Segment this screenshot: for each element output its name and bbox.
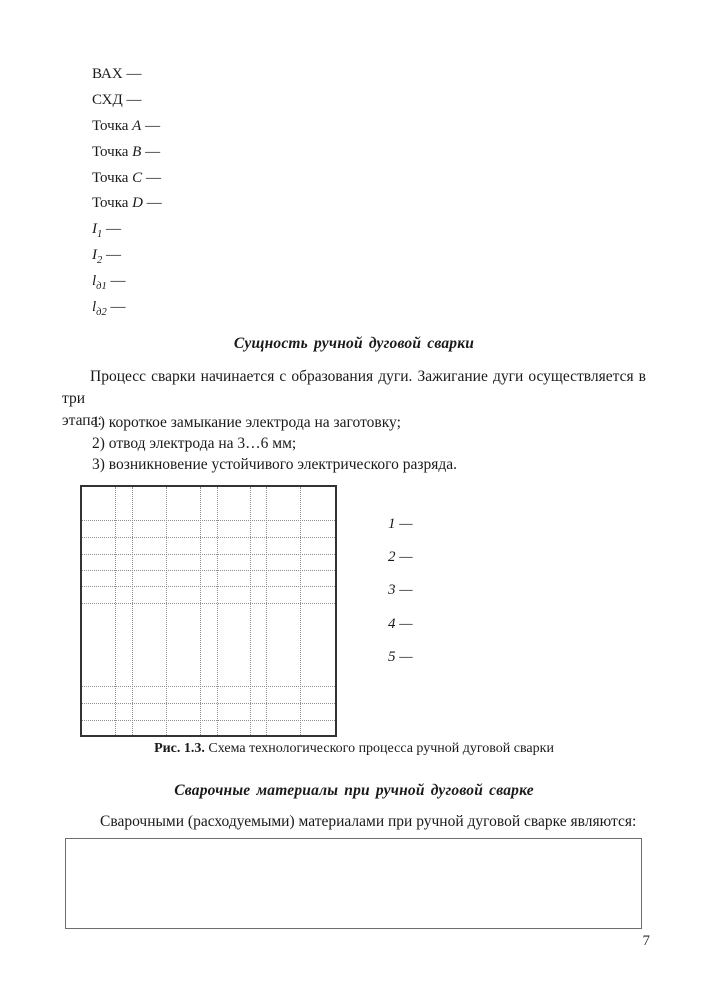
term-dash: — (106, 273, 126, 290)
grid-line-horizontal (82, 570, 335, 571)
grid-line-horizontal (82, 537, 335, 538)
grid-line-horizontal (82, 603, 335, 604)
term-dash: — (122, 66, 142, 82)
section-heading-essence: Сущность ручной дуговой сварки (233, 335, 475, 352)
grid-line-horizontal (82, 586, 335, 587)
term-item-point-a (92, 114, 162, 140)
term-subscript: 1 (97, 229, 103, 241)
answer-box (65, 838, 642, 929)
term-item-ld1 (92, 269, 162, 295)
figure-callout-label: 5 — (388, 648, 413, 665)
term-subscript: д2 (96, 307, 107, 319)
grid-line-horizontal (82, 686, 335, 687)
figure-callouts (388, 508, 413, 674)
figure-callout-label: 4 — (388, 615, 413, 632)
term-symbol: B (132, 143, 142, 160)
term-item-point-c (92, 166, 162, 192)
grid-line-vertical (300, 487, 301, 735)
term-text: Точка (92, 195, 133, 212)
term-subscript: д1 (96, 281, 107, 293)
term-item-vah (92, 62, 162, 88)
term-dash: — (141, 117, 161, 134)
term-item-point-d (92, 191, 162, 217)
term-symbol: D (132, 195, 144, 212)
term-dash: — (141, 143, 161, 160)
term-text: Точка (92, 117, 133, 134)
term-dash: — (122, 91, 142, 108)
term-item-ld2 (92, 295, 162, 321)
grid-line-vertical (217, 487, 218, 735)
paragraph-line: Процесс сварки начинается с образования дуги. Зажигание дуги осуществляется в три (62, 368, 646, 407)
term-text: Точка (92, 169, 133, 186)
step-item: 3) возникновение устойчивого электрического разряда. (92, 456, 458, 473)
term-dash: — (102, 247, 121, 264)
grid-line-vertical (266, 487, 267, 735)
step-item: 1) короткое замыкание электрода на заготовку; (92, 414, 401, 431)
section-heading-materials: Сварочные материалы при ручной дуговой сварке (174, 782, 534, 799)
term-item-i1 (92, 217, 162, 243)
grid-line-horizontal (82, 554, 335, 555)
step-item: 2) отвод электрода на 3…6 мм; (92, 435, 297, 452)
paragraph-welding-materials: Сварочными (расходуемыми) материалами при ручной дуговой сварке являются: (100, 813, 637, 830)
grid-line-horizontal (82, 703, 335, 704)
term-item-i2 (92, 243, 162, 269)
figure-grid-box (80, 485, 337, 737)
term-text: Точка (92, 143, 133, 160)
figure-callout-label: 1 — (388, 516, 413, 532)
term-symbol: l (92, 273, 97, 290)
ignition-steps-list (92, 412, 457, 475)
paragraph-line: этапа: (62, 412, 102, 429)
figure-callout-label: 3 — (388, 582, 413, 599)
grid-line-vertical (115, 487, 116, 735)
figure-caption-text: Схема технологического процесса ручной дуговой сварки (204, 741, 554, 756)
term-symbol: l (92, 299, 97, 316)
figure-caption-number: Рис. 1.3. (154, 741, 205, 756)
term-text: СХД (92, 91, 123, 108)
term-symbol: I (92, 247, 97, 264)
term-symbol: A (132, 117, 142, 134)
grid-line-horizontal (82, 520, 335, 521)
term-dash: — (143, 195, 162, 212)
grid-line-vertical (250, 487, 251, 735)
page-number: 7 (642, 933, 650, 949)
term-symbol: C (132, 169, 143, 186)
term-item-shd (92, 88, 162, 114)
figure-caption (62, 741, 646, 757)
term-symbol: I (92, 221, 97, 238)
terms-list (92, 62, 162, 321)
term-dash: — (142, 169, 161, 186)
grid-line-horizontal (82, 720, 335, 721)
term-dash: — (106, 299, 126, 316)
figure-callout-label: 2 — (388, 549, 413, 566)
term-dash: — (102, 221, 121, 238)
grid-line-vertical (132, 487, 133, 735)
grid-line-vertical (200, 487, 201, 735)
term-subscript: 2 (97, 255, 103, 267)
term-text: ВАХ (92, 66, 123, 82)
term-item-point-b (92, 140, 162, 166)
grid-line-vertical (166, 487, 167, 735)
